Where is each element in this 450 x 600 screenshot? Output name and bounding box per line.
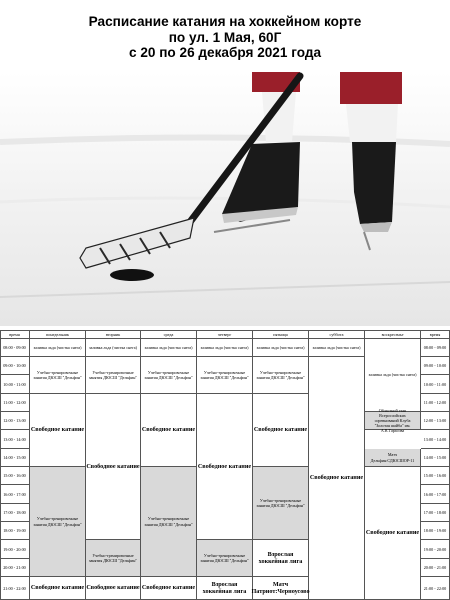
time-cell: 12:00 - 13:00 bbox=[421, 412, 450, 430]
time-cell: 10:00 - 11:00 bbox=[0, 375, 30, 394]
time-cell: 21:00 - 22:00 bbox=[421, 577, 450, 600]
free-skating-cell: Свободное катание bbox=[253, 394, 309, 467]
ice-maintenance-cell: заливка льда (чистка снега) bbox=[141, 339, 197, 357]
header-wednesday: среда bbox=[141, 330, 197, 339]
time-cell: 20:00 - 21:00 bbox=[0, 559, 30, 577]
time-cell: 10:00 - 11:00 bbox=[421, 375, 450, 394]
time-cell: 16:00 - 17:00 bbox=[0, 485, 30, 504]
time-cell: 19:00 - 20:00 bbox=[0, 540, 30, 559]
time-cell: 17:00 - 18:00 bbox=[0, 504, 30, 522]
header-time-left: время bbox=[0, 330, 30, 339]
club-competition-cell: Областной этап Всероссийских соревнований Клуба "Золотая шайба" им. А.В.Тарасова bbox=[365, 412, 421, 430]
training-cell: Учебно-тренировочные занятия ДЮСШ "Дельфин" bbox=[141, 357, 197, 394]
free-skating-cell: Свободное катание bbox=[30, 577, 86, 600]
adult-league-cell: Взрослая хоккейная лига bbox=[197, 577, 253, 600]
time-cell: 17:00 - 18:00 bbox=[421, 504, 450, 522]
header-sunday: воскресенье bbox=[365, 330, 421, 339]
time-cell: 09:00 - 10:00 bbox=[0, 357, 30, 375]
ice-maintenance-cell: заливка льда (чистка снега) bbox=[253, 339, 309, 357]
time-cell: 09:00 - 10:00 bbox=[421, 357, 450, 375]
adult-league-cell: Взрослая хоккейная лига bbox=[253, 540, 309, 577]
free-skating-cell: Свободное катание bbox=[141, 577, 197, 600]
time-cell: 13:00 - 14:00 bbox=[421, 430, 450, 449]
title-line-1: Расписание катания на хоккейном корте bbox=[88, 14, 362, 29]
time-cell: 13:00 - 14:00 bbox=[0, 430, 30, 449]
free-skating-cell: Свободное катание bbox=[365, 467, 421, 600]
ice-maintenance-cell: заливка льда (чистка снега) bbox=[309, 339, 365, 357]
free-skating-cell: Свободное катание bbox=[86, 577, 141, 600]
time-cell: 18:00 - 19:00 bbox=[0, 522, 30, 540]
training-cell: Учебно-тренировочные занятия ДЮСШ "Дельфин" bbox=[197, 540, 253, 577]
time-cell: 12:00 - 13:00 bbox=[0, 412, 30, 430]
time-cell: 21:00 - 22:00 bbox=[0, 577, 30, 600]
training-cell: Учебно-тренировочные занятия ДЮСШ "Дельфин" bbox=[253, 467, 309, 540]
free-skating-cell: Свободное катание bbox=[141, 394, 197, 467]
ice-maintenance-cell: заливка льда (чистка снега) bbox=[365, 339, 421, 412]
match-cell: Матч Патриот:Черноусово bbox=[253, 577, 309, 600]
time-cell: 20:00 - 21:00 bbox=[421, 559, 450, 577]
ice-maintenance-cell: заливка льда (чистка снега) bbox=[86, 339, 141, 357]
time-cell: 16:00 - 17:00 bbox=[421, 485, 450, 504]
time-cell: 08:00 - 09:00 bbox=[421, 339, 450, 357]
time-cell: 14:00 - 15:00 bbox=[421, 449, 450, 467]
free-skating-cell: Свободное катание bbox=[86, 394, 141, 540]
ice-maintenance-cell: заливка льда (чистка снега) bbox=[30, 339, 86, 357]
free-skating-cell: Свободное катание bbox=[197, 394, 253, 540]
time-cell: 14:00 - 15:00 bbox=[0, 449, 30, 467]
time-cell: 15:00 - 16:00 bbox=[421, 467, 450, 485]
training-cell: Учебно-тренировочные занятия ДЮСШ "Дельфин" bbox=[86, 357, 141, 394]
time-cell: 11:00 - 12:00 bbox=[0, 394, 30, 412]
ice-maintenance-cell: заливка льда (чистка снега) bbox=[197, 339, 253, 357]
free-skating-cell: Свободное катание bbox=[309, 357, 365, 600]
header-tuesday: вторник bbox=[86, 330, 141, 339]
header-time-right: время bbox=[421, 330, 450, 339]
time-cell: 08:00 - 09:00 bbox=[0, 339, 30, 357]
time-cell: 15:00 - 16:00 bbox=[0, 467, 30, 485]
header-monday: понедельник bbox=[30, 330, 86, 339]
time-cell: 18:00 - 19:00 bbox=[421, 522, 450, 540]
training-cell: Учебно-тренировочные занятия ДЮСШ "Дельфин" bbox=[86, 540, 141, 577]
time-cell: 19:00 - 20:00 bbox=[421, 540, 450, 559]
training-cell: Учебно-тренировочные занятия ДЮСШ "Дельфин" bbox=[30, 357, 86, 394]
title-line-3: с 20 по 26 декабря 2021 года bbox=[128, 45, 322, 60]
training-cell: Учебно-тренировочные занятия ДЮСШ "Дельфин" bbox=[141, 467, 197, 577]
training-cell: Учебно-тренировочные занятия ДЮСШ "Дельфин" bbox=[197, 357, 253, 394]
training-cell: Учебно-тренировочные занятия ДЮСШ "Дельфин" bbox=[30, 467, 86, 577]
header-friday: пятница bbox=[253, 330, 309, 339]
free-skating-cell: Свободное катание bbox=[30, 394, 86, 467]
title-line-2: по ул. 1 Мая, 60Г bbox=[168, 29, 282, 45]
header-thursday: четверг bbox=[197, 330, 253, 339]
header-saturday: суббота bbox=[309, 330, 365, 339]
match-cell: Матч Дельфин:СДЮСШОР-11 bbox=[365, 449, 421, 467]
training-cell: Учебно-тренировочные занятия ДЮСШ "Дельфин" bbox=[253, 357, 309, 394]
time-cell: 11:00 - 12:00 bbox=[421, 394, 450, 412]
